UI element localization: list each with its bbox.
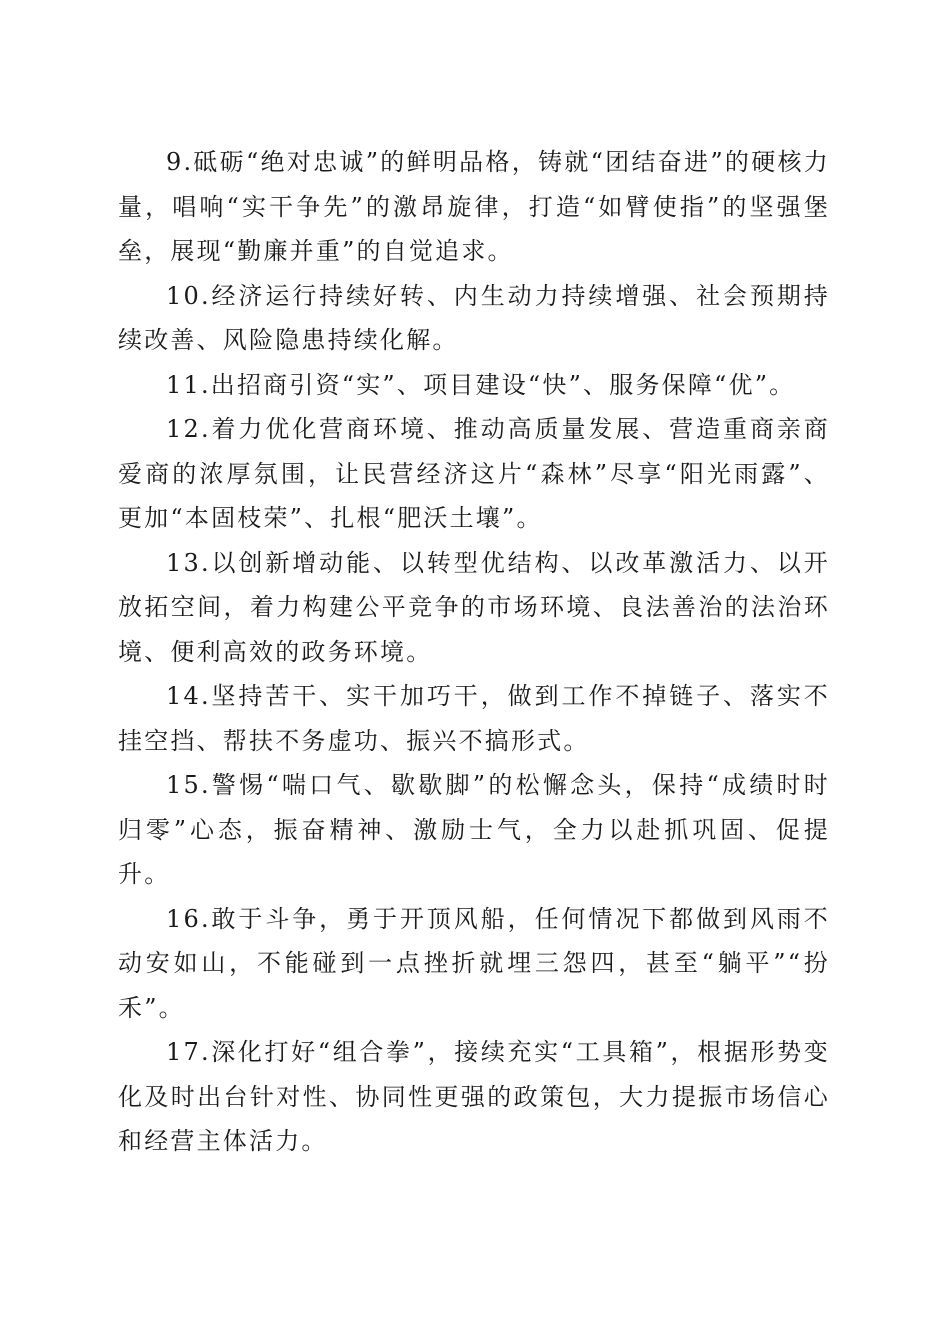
paragraph-13: 13.以创新增动能、以转型优结构、以改革激活力、以开放拓空间，着力构建公平竞争的市场环境、良法善治的法治环境、便利高效的政务环境。 bbox=[118, 548, 830, 666]
paragraph-9: 9.砥砺“绝对忠诚”的鲜明品格，铸就“团结奋进”的硬核力量，唱响“实干争先”的激昂旋律，打造“如臂使指”的坚强堡垒，展现“勤廉并重”的自觉追求。 bbox=[118, 148, 830, 265]
paragraph-14: 14.坚持苦干、实干加巧干，做到工作不掉链子、落实不挂空挡、帮扶不务虚功、振兴不搞形式。 bbox=[118, 682, 830, 755]
paragraph-16: 16.敢于斗争，勇于开顶风船，任何情况下都做到风雨不动安如山，不能碰到一点挫折就埋三怨四，甚至“躺平”“扮禾”。 bbox=[118, 904, 830, 1022]
paragraph-12: 12.着力优化营商环境、推动高质量发展、营造重商亲商爱商的浓厚氛围，让民营经济这片“森林”尽享“阳光雨露”、更加“本固枝荣”、扎根“肥沃土壤”。 bbox=[118, 415, 830, 532]
document-body bbox=[118, 140, 830, 1164]
paragraph-17: 17.深化打好“组合拳”，接续充实“工具箱”，根据形势变化及时出台针对性、协同性更强的政策包，大力提振市场信心和经营主体活力。 bbox=[118, 1038, 830, 1155]
paragraph-10: 10.经济运行持续好转、内生动力持续增强、社会预期持续改善、风险隐患持续化解。 bbox=[118, 281, 830, 354]
paragraph-15: 15.警惕“喘口气、歇歇脚”的松懈念头，保持“成绩时时归零”心态，振奋精神、激励士气，全力以赴抓巩固、促提升。 bbox=[118, 771, 830, 888]
paragraph-11: 11.出招商引资“实”、项目建设“快”、服务保障“优”。 bbox=[166, 370, 796, 399]
